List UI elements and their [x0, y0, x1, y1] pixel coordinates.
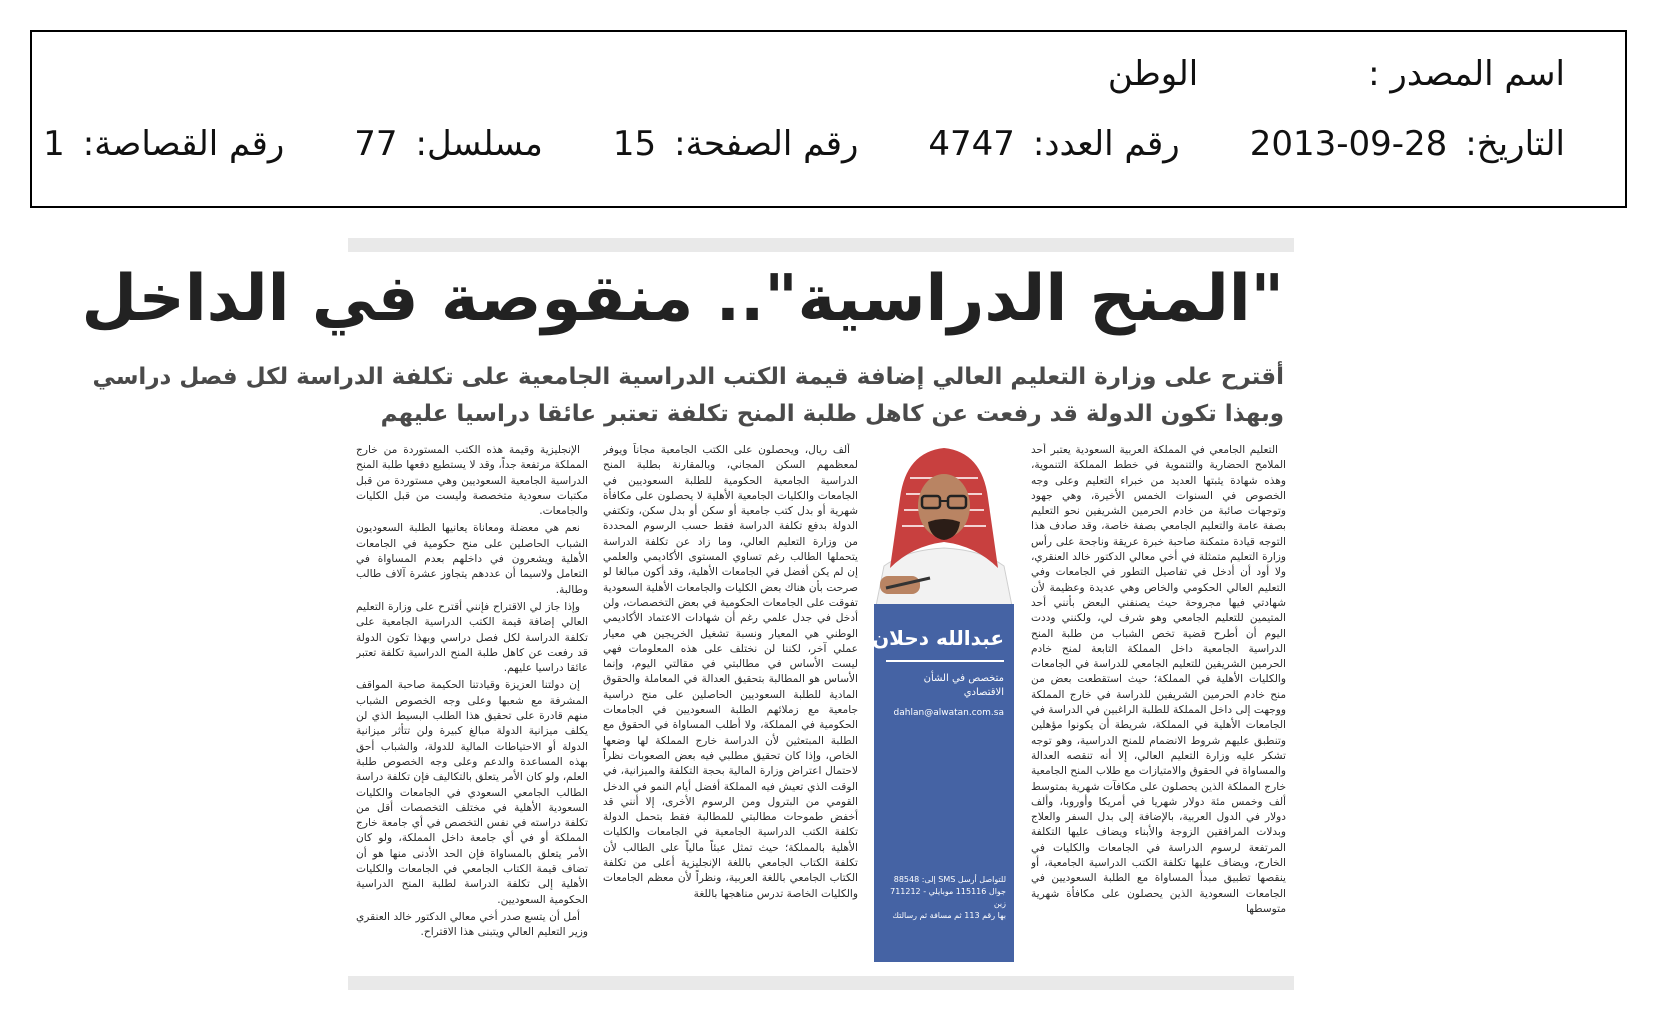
- issue-field: [928, 124, 1179, 164]
- author-portrait: [866, 438, 1022, 606]
- page-field: [613, 124, 859, 164]
- date-value: 2013-09-28: [1249, 124, 1448, 164]
- source-info-box: [30, 30, 1627, 208]
- article-column-2: [603, 443, 858, 973]
- paragraph: أمل أن يتسع صدر أخي معالي الدكتور خالد العنقري وزير التعليم العالي ويتبنى هذا الاقتراح.: [356, 910, 588, 939]
- meta-line: [43, 124, 1565, 164]
- article-column-3: [356, 443, 588, 973]
- author-title-line-2: الاقتصادي: [963, 687, 1004, 698]
- clip-value: 1: [43, 124, 65, 164]
- author-title-line-1: متخصص في الشأن: [923, 673, 1004, 684]
- article-column-1: [1031, 443, 1286, 973]
- source-value: الوطن: [1107, 54, 1199, 94]
- article-subhead-1: أقترح على وزارة التعليم العالي إضافة قيمة الكتب الدراسية الجامعية على تكلفة الدراسة لكل فصل دراسي: [92, 364, 1284, 390]
- paragraph: الإنجليزية وقيمة هذه الكتب المستوردة من خارج المملكة مرتفعة جداً، وقد لا يستطيع دفعها طلبة المنح الدراسية الجامعية السعوديين وهي مستوردة من قبل مكتبات سعودية متخصصة وليست من قبل الكليات والجامعات.: [356, 444, 588, 518]
- source-line: [1108, 54, 1565, 94]
- clip-field: [43, 124, 284, 164]
- clipping-top-border: [348, 238, 1294, 252]
- newspaper-clipping: [81, 238, 1294, 990]
- paragraph: وإذا جاز لي الاقتراح فإنني أقترح على وزارة التعليم العالي إضافة قيمة الكتب الدراسية الجامعية على تكلفة الدراسة لكل فصل دراسي وبهذا تكون الدولة قد رفعت عن كاهل طلبة المنح الدراسية تكلفة تعتبر عائقا دراسيا عليهم.: [356, 600, 588, 675]
- paragraph: نعم هي معضلة ومعاناة يعانيها الطلبة السعوديون الشباب الحاصلين على منح حكومية في الجامعات الأهلية ويشعرون في داخلهم بعدم المساواة في التعامل ولاسيما أن عددهم يتجاوز عشرة آلاف طالب وطالبة.: [356, 522, 588, 596]
- source-label: اسم المصدر :: [1368, 54, 1565, 94]
- sms-line-2: جوال 115116 موبايلي - 711212 زين: [890, 887, 1006, 908]
- issue-value: 4747: [928, 124, 1015, 164]
- serial-value: 77: [354, 124, 398, 164]
- author-email: dahlan@alwatan.com.sa: [893, 708, 1004, 718]
- page-value: 15: [612, 124, 657, 164]
- clip-label: رقم القصاصة:: [82, 124, 285, 164]
- page-label: رقم الصفحة:: [674, 124, 859, 164]
- date-label: التاريخ:: [1465, 124, 1565, 164]
- clipping-bottom-border: [348, 976, 1294, 990]
- paragraph: ألف ريال، ويحصلون على الكتب الجامعية مجاناً ويوفر لمعظمهم السكن المجاني، وبالمقارنة بطلبة المنح الدراسية الجامعية الحكومية للطلبة السعوديين في الجامعات والكليات الجامعية الأهلية لا يحصلون على مكافأة شهرية أو بدل كتب جامعية أو سكن أو بدل سكن، وتكتفي الدولة بدفع تكلفة الدراسة فقط حسب الرسوم المحددة من وزارة التعليم العالي، وما زاد عن تكلفة الدراسة يتحملها الطالب رغم تساوي المستوى الأكاديمي والعلمي إن لم يكن أفضل في الجامعات الأهلية، وقد أكون مبالغا لو صرحت بأن هناك بعض الكليات والجامعات الأهلية السعودية تفوقت على الجامعات الحكومية في بعض التخصصات، ولن أدخل في جدل علمي رغم أن شهادات الاعتماد الأكاديمي الوطني هي المعيار ونسبة تشغيل الخريجين هي معيار عملي آخر، لكننا لن نختلف على هذه المعلومات فهي ليست الأساس في مطالبتي في مقالتي اليوم، وإنما الأساس هو المطالبة بتحقيق العدالة في المعاملة والحقوق المادية للطلبة السعوديين الحاصلين على منح دراسية جامعية مع زملائهم الطلبة السعوديين في الجامعات الحكومية في المملكة، ولا أطلب المساواة في الحقوق مع الطلبة المبتعثين لأن الدراسة خارج المملكة لها وضعها الخاص، وإذا كان تحقيق مطلبي فيه بعض الصعوبات نظراً لاحتمال اعتراض وزارة المالية بحجة التكلفة والميزانية، في الوقت الذي تعيش فيه المملكة أفضل أيام النمو في الدخل القومي من البترول ومن الرسوم الأخرى، إلا أنني قد أخفض طموحات مطالبتي للمطالبة فقط بتحمل الدولة تكلفة الكتب الدراسية الجامعية في الجامعات والكليات الأهلية بالمملكة؛ حيث تمثل عبئاً مالياً على الطالب لأن تكلفة الكتاب الجامعي باللغة الإنجليزية أعلى من تكلفة الكتاب الجامعي باللغة العربية، ونظراً لأن معظم الجامعات والكليات الخاصة تدرس مناهجها باللغة: [603, 444, 858, 900]
- author-title: [924, 672, 1004, 700]
- sms-line-3: بها رقم 113 ثم مسافة ثم رسالتك: [892, 911, 1006, 920]
- author-divider: [886, 660, 1004, 662]
- author-sms-contact: [882, 874, 1006, 922]
- issue-label: رقم العدد:: [1032, 124, 1180, 164]
- serial-field: [354, 124, 543, 164]
- article-headline: "المنح الدراسية".. منقوصة في الداخل: [81, 262, 1284, 336]
- author-name: عبدالله دحلان: [872, 626, 1004, 650]
- date-field: [1250, 124, 1565, 164]
- author-box: [874, 604, 1014, 962]
- paragraph: التعليم الجامعي في المملكة العربية السعودية يعتبر أحد الملامح الحضارية والتنموية في خطط المملكة التنموية، وهذه شهادة يثبتها العديد من خبراء التعليم وعلى وجه الخصوص في السنوات الخمس الأخيرة، وهي جهود وتوجهات صائبة من خادم الحرمين الشريفين نحو التعليم بصفة عامة والتعليم الجامعي بصفة خاصة، وقد صادف هذا التوجه قيادة متمكنة صاحبة خبرة عريقة وناجحة على رأس وزارة التعليم متمثلة في أخي معالي الدكتور خالد العنقري، ولا أود أن أدخل في تفاصيل التطور في الجامعات وفي التعليم العالي الحكومي والخاص وهي عديدة وعظيمة لأن شهادتي فيها مجروحة حيث يصنفني البعض بأنني أحد المتيمين للتعليم الجامعي وهو شرف لي، ولكنني وددت اليوم أن أطرح قضية تخص الشباب من طلبة المنح الدراسية الجامعية داخل المملكة التابعة لمنح خادم الحرمين الشريفين للتعليم الجامعي للدراسة في الجامعات والكليات الأهلية في المملكة؛ حيث استقطعت بعض من منح خادم الحرمين الشريفين للدراسة في خارج المملكة ووجهت إلى داخل المملكة للطلبة الراغبين في الدراسة في الجامعات الأهلية في المملكة، شريطة أن يكونوا مؤهلين وتنطبق عليهم شروط الانضمام للمنح الدراسية، وهو توجه تشكر عليه وزارة التعليم العالي، إلا أنه تنقصه العدالة والمساواة في الحقوق والامتيازات مع طلاب المنح الجامعية خارج المملكة الذين يحصلون على مكافآت شهرية بمتوسط ألف وخمس مئة دولار شهريا في أمريكا وأوروبا، وألف دولار في الدول العربية، بالإضافة إلى بدل السفر والعلاج وبدلات المرافقين الزوجة والأبناء ويضاف عليها التكلفة المرتفعة لرسوم الدراسة في الجامعات والكليات في الخارج، ويضاف عليها تكلفة الكتب الدراسية الجامعية، أو ينقصها تطبيق مبدأ المساواة مع الطلبة السعوديين في الجامعات السعودية الذين يحصلون على مكافأة شهرية متوسطها: [1031, 444, 1286, 915]
- serial-label: مسلسل:: [415, 124, 543, 164]
- sms-line-1: للتواصل أرسل SMS إلى: 88548: [893, 875, 1006, 884]
- paragraph: إن دولتنا العزيزة وقيادتنا الحكيمة صاحبة المواقف المشرفة مع شعبها وعلى وجه الخصوص الشباب منهم قادرة على تحقيق هذا الطلب البسيط الذي لن يكلف ميزانية الدولة مبالغ كبيرة ولن تتأثر ميزانية الدولة أو الاحتياطات المالية للدولة، والشباب أحق بهذه المساعدة والدعم وعلى وجه الخصوص طلبة العلم، ولو كان الأمر يتعلق بالتكاليف فإن تكلفة دراسة الطالب الجامعي السعودي في الجامعات والكليات السعودية الأهلية في مختلف التخصصات أقل من تكلفة دراسته في نفس التخصص في أي جامعة خارج المملكة أو في أي جامعة داخل المملكة، ولو كان الأمر يتعلق بالمساواة فإن الحد الأدنى منها هو أن تضاف قيمة الكتاب الجامعي في الجامعات والكليات الأهلية إلى تكلفة الدراسة لطلبة المنح الدراسية الحكومية السعوديين.: [356, 679, 588, 906]
- article-subhead-2: وبهذا تكون الدولة قد رفعت عن كاهل طلبة المنح تكلفة تعتبر عائقا دراسيا عليهم: [380, 401, 1284, 427]
